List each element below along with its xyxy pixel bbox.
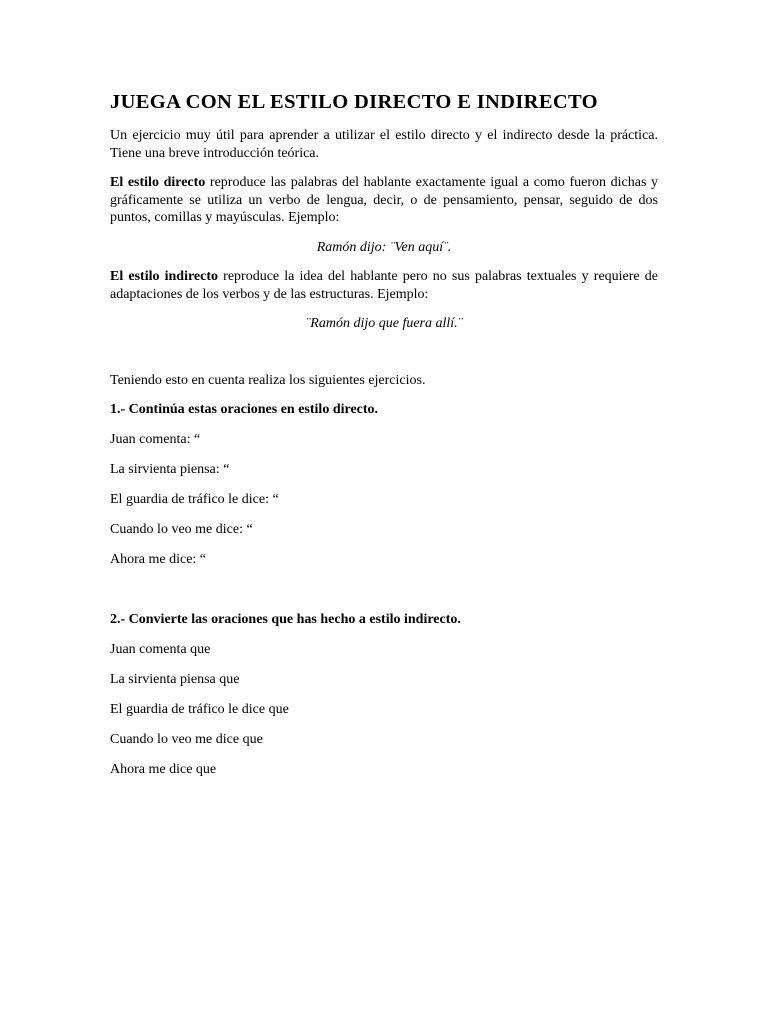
exercise-2-item: El guardia de tráfico le dice que: [110, 702, 289, 717]
exercise-1-item: Ahora me dice: “: [110, 551, 207, 567]
exercise-2-item: Juan comenta que: [110, 642, 211, 657]
exercise-1-item: El guardia de tráfico le dice: “: [110, 491, 279, 507]
indirect-style-paragraph: [110, 268, 658, 303]
exercise-1-heading: 1.- Continúa estas oraciones en estilo directo.: [110, 402, 379, 417]
indirect-style-example: ¨Ramón dijo que fuera allí.¨: [305, 316, 463, 331]
intro-paragraph: Un ejercicio muy útil para aprender a utilizar el estilo directo y el indirecto desde la práctica. Tiene una breve introducción teórica.: [110, 128, 658, 161]
exercise-1-item: La sirvienta piensa: “: [110, 461, 230, 477]
direct-style-example: Ramón dijo: ¨Ven aquí¨.: [316, 239, 452, 255]
direct-style-term: El estilo directo: [110, 175, 206, 190]
instruction-text: Teniendo esto en cuenta realiza los siguientes ejercicios.: [110, 372, 426, 388]
exercise-2-item: Ahora me dice que: [110, 762, 217, 777]
direct-style-paragraph: [110, 174, 658, 227]
direct-style-text: reproduce las palabras del hablante exactamente igual a como fueron dichas y gráficamente se utiliza un verbo de lengua, decir, o de pensamiento, pensar, seguido de dos puntos, comillas y mayúsculas. Ejemplo:: [110, 175, 659, 225]
exercise-1-item: Cuando lo veo me dice: “: [110, 521, 253, 537]
indirect-style-term: El estilo indirecto: [110, 269, 219, 284]
document-page: [110, 88, 658, 779]
exercise-1-item: Juan comenta: “: [110, 431, 201, 447]
indirect-style-text: reproduce la idea del hablante pero no sus palabras textuales y requiere de adaptaciones de los verbos y de las estructuras. Ejemplo:: [110, 269, 658, 302]
exercise-2-item: Cuando lo veo me dice que: [110, 732, 263, 747]
exercise-2-item: La sirvienta piensa que: [110, 672, 240, 687]
exercise-2-heading: 2.- Convierte las oraciones que has hecho a estilo indirecto.: [110, 612, 461, 627]
document-title: JUEGA CON EL ESTILO DIRECTO E INDIRECTO: [110, 91, 598, 113]
